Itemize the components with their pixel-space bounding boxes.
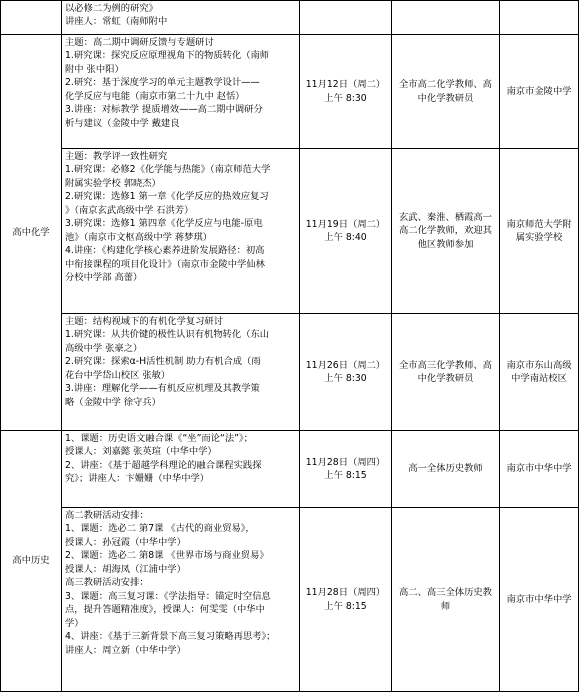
content-line: 》（南京玄武高级中学 石洪芳） xyxy=(65,204,194,216)
content-line: 花台中学岱山校区 张敏） xyxy=(65,369,171,381)
content-line: 主题：高二期中调研反馈与专题研讨 xyxy=(65,37,214,48)
content-line: 高二教研活动安排： xyxy=(65,510,149,521)
content-cell xyxy=(62,149,300,314)
audience-cell xyxy=(392,431,500,508)
content-cell xyxy=(62,1,300,35)
content-line: 讲座人：常虹（南师附中 xyxy=(65,16,168,28)
content-line: 析与建议（金陵中学 戴建良 xyxy=(65,117,180,129)
venue-cell xyxy=(500,314,579,431)
content-line: 2、课题：选必二 第8课 《世界市场与商业贸易》 xyxy=(65,550,269,562)
audience-cell xyxy=(392,35,500,149)
clock-text: 上午 8:15 xyxy=(324,470,367,481)
venue-text: 南京师范大学附属实验学校 xyxy=(506,218,572,243)
date-text: 11月12日（周二） xyxy=(305,79,386,91)
content-line: 2.研究课：探索α-H活性机制 助力有机合成（雨 xyxy=(65,356,261,368)
venue-text: 南京市金陵中学 xyxy=(506,85,572,97)
venue-cell xyxy=(500,35,579,149)
table-row xyxy=(1,431,579,508)
content-line: 以必修二为例的研究》 xyxy=(65,3,158,14)
content-line: 点，提升答题精准度》，授课人：何雯雯（中华中 xyxy=(65,604,265,616)
table-row xyxy=(1,508,579,692)
clock-text: 上午 8:30 xyxy=(324,373,367,384)
date-text: 11月26日（周二） xyxy=(305,359,386,371)
content-line: 池》（南京市文枢高级中学 蒋梦琪） xyxy=(65,231,213,243)
subject-cell xyxy=(1,431,62,692)
subject-label: 高中化学 xyxy=(12,226,50,238)
content-line: 3.讲座：对标教学 提质增效——高二期中调研分 xyxy=(65,104,263,116)
clock-text: 上午 8:15 xyxy=(324,600,367,612)
date-text: 11月28日（周四） xyxy=(305,456,386,468)
content-line: 1、课题：历史语文融合课《“坐”而论“法”》； xyxy=(65,433,253,444)
content-line: 授课人：刘嘉懿 张英瑄（中华中学） xyxy=(65,446,217,458)
venue-cell xyxy=(500,149,579,314)
content-line: 1.研究课：必修2《化学能与热能》（南京师范大学 xyxy=(65,164,271,176)
content-line: 略（金陵中学 徐守兵） xyxy=(65,396,161,408)
audience-cell xyxy=(392,1,500,35)
content-line: 授课人：胡海凤（江浦中学） xyxy=(65,563,186,575)
time-cell xyxy=(300,508,392,692)
venue-cell xyxy=(500,431,579,508)
content-cell xyxy=(62,314,300,431)
venue-cell xyxy=(500,508,579,692)
audience-text: 高一全体历史教师 xyxy=(408,463,483,475)
time-cell xyxy=(300,314,392,431)
content-cell xyxy=(62,508,300,692)
date-text: 11月28日（周四） xyxy=(305,587,386,599)
time-cell xyxy=(300,1,392,35)
content-line: 2.研究课：选修1 第一章《化学反应的热效应复习 xyxy=(65,191,269,203)
content-line: 学） xyxy=(65,617,84,629)
table-row xyxy=(1,1,579,35)
content-line: 1、课题：选必二 第7课 《古代的商业贸易》， xyxy=(65,523,255,535)
content-cell xyxy=(62,431,300,508)
subject-label: 高中历史 xyxy=(12,555,50,567)
content-line: 主题：教学评一致性研究 xyxy=(65,151,168,162)
table-row xyxy=(1,35,579,149)
venue-text: 南京市东山高级中学南站校区 xyxy=(506,359,572,384)
time-cell xyxy=(300,35,392,149)
audience-text: 玄武、秦淮、栖霞高一高二化学教师，欢迎其他区教师参加 xyxy=(399,211,492,250)
content-line: 4.讲座：《构建化学核心素养进阶发展路径：初高 xyxy=(65,245,265,257)
audience-cell xyxy=(392,508,500,692)
audience-text: 全市高三化学教师、高中化学教研员 xyxy=(399,359,492,384)
content-line: 授课人：孙冠霞（中华中学） xyxy=(65,536,186,548)
content-line: 化学反应与电能（南京市第二十九中 赵恬） xyxy=(65,90,245,102)
content-line: 中衔接课程的项目化设计》（南京市金陵中学仙林 xyxy=(65,258,265,270)
table-row xyxy=(1,314,579,431)
audience-text: 高二、高三全体历史教师 xyxy=(399,587,492,612)
content-line: 2、讲座：《基于超越学科理论的融合课程实践探 xyxy=(65,459,262,471)
content-line: 3、课题：高三复习课：《学法指导：锚定时空信息 xyxy=(65,590,271,602)
content-line: 附属实验学校 郭晓杰） xyxy=(65,177,161,189)
content-line: 究》；讲座人：卞姗姗（中华中学） xyxy=(65,473,210,485)
venue-cell xyxy=(500,1,579,35)
time-cell xyxy=(300,431,392,508)
content-line: 附中 张中阳） xyxy=(65,63,124,75)
audience-text: 全市高二化学教师、高中化学教研员 xyxy=(399,79,492,104)
content-line: 高三教研活动安排： xyxy=(65,577,149,589)
clock-text: 上午 8:30 xyxy=(324,92,367,104)
content-line: 3.研究课：选修1 第四章《化学反应与电能-原电 xyxy=(65,218,263,230)
subject-cell xyxy=(1,1,62,35)
content-line: 2.研究：基于深度学习的单元主题教学设计—— xyxy=(65,77,260,89)
audience-cell xyxy=(392,314,500,431)
content-line: 4、讲座：《基于三新背景下高三复习策略再思考》； xyxy=(65,631,276,643)
subject-cell xyxy=(1,35,62,431)
content-line: 1.研究课：从共价键的极性认识有机物转化（东山 xyxy=(65,329,270,341)
content-line: 高级中学 张豪之） xyxy=(65,342,143,354)
content-line: 3.讲座：理解化学——有机反应机理及其教学策 xyxy=(65,383,260,395)
date-text: 11月19日（周二） xyxy=(305,218,386,230)
content-line: 分校中学部 高蕾） xyxy=(65,272,143,284)
content-line: 主题：结构视域下的有机化学复习研讨 xyxy=(65,316,224,327)
time-cell xyxy=(300,149,392,314)
venue-text: 南京市中华中学 xyxy=(506,463,572,475)
content-cell xyxy=(62,35,300,149)
content-line: 1.研究课：探究反应原理视角下的物质转化（南师 xyxy=(65,50,270,62)
content-line: 讲座人：周立新（中华中学） xyxy=(65,644,186,656)
audience-cell xyxy=(392,149,500,314)
clock-text: 上午 8:40 xyxy=(324,232,367,243)
table-row xyxy=(1,149,579,314)
venue-text: 南京市中华中学 xyxy=(506,593,572,605)
